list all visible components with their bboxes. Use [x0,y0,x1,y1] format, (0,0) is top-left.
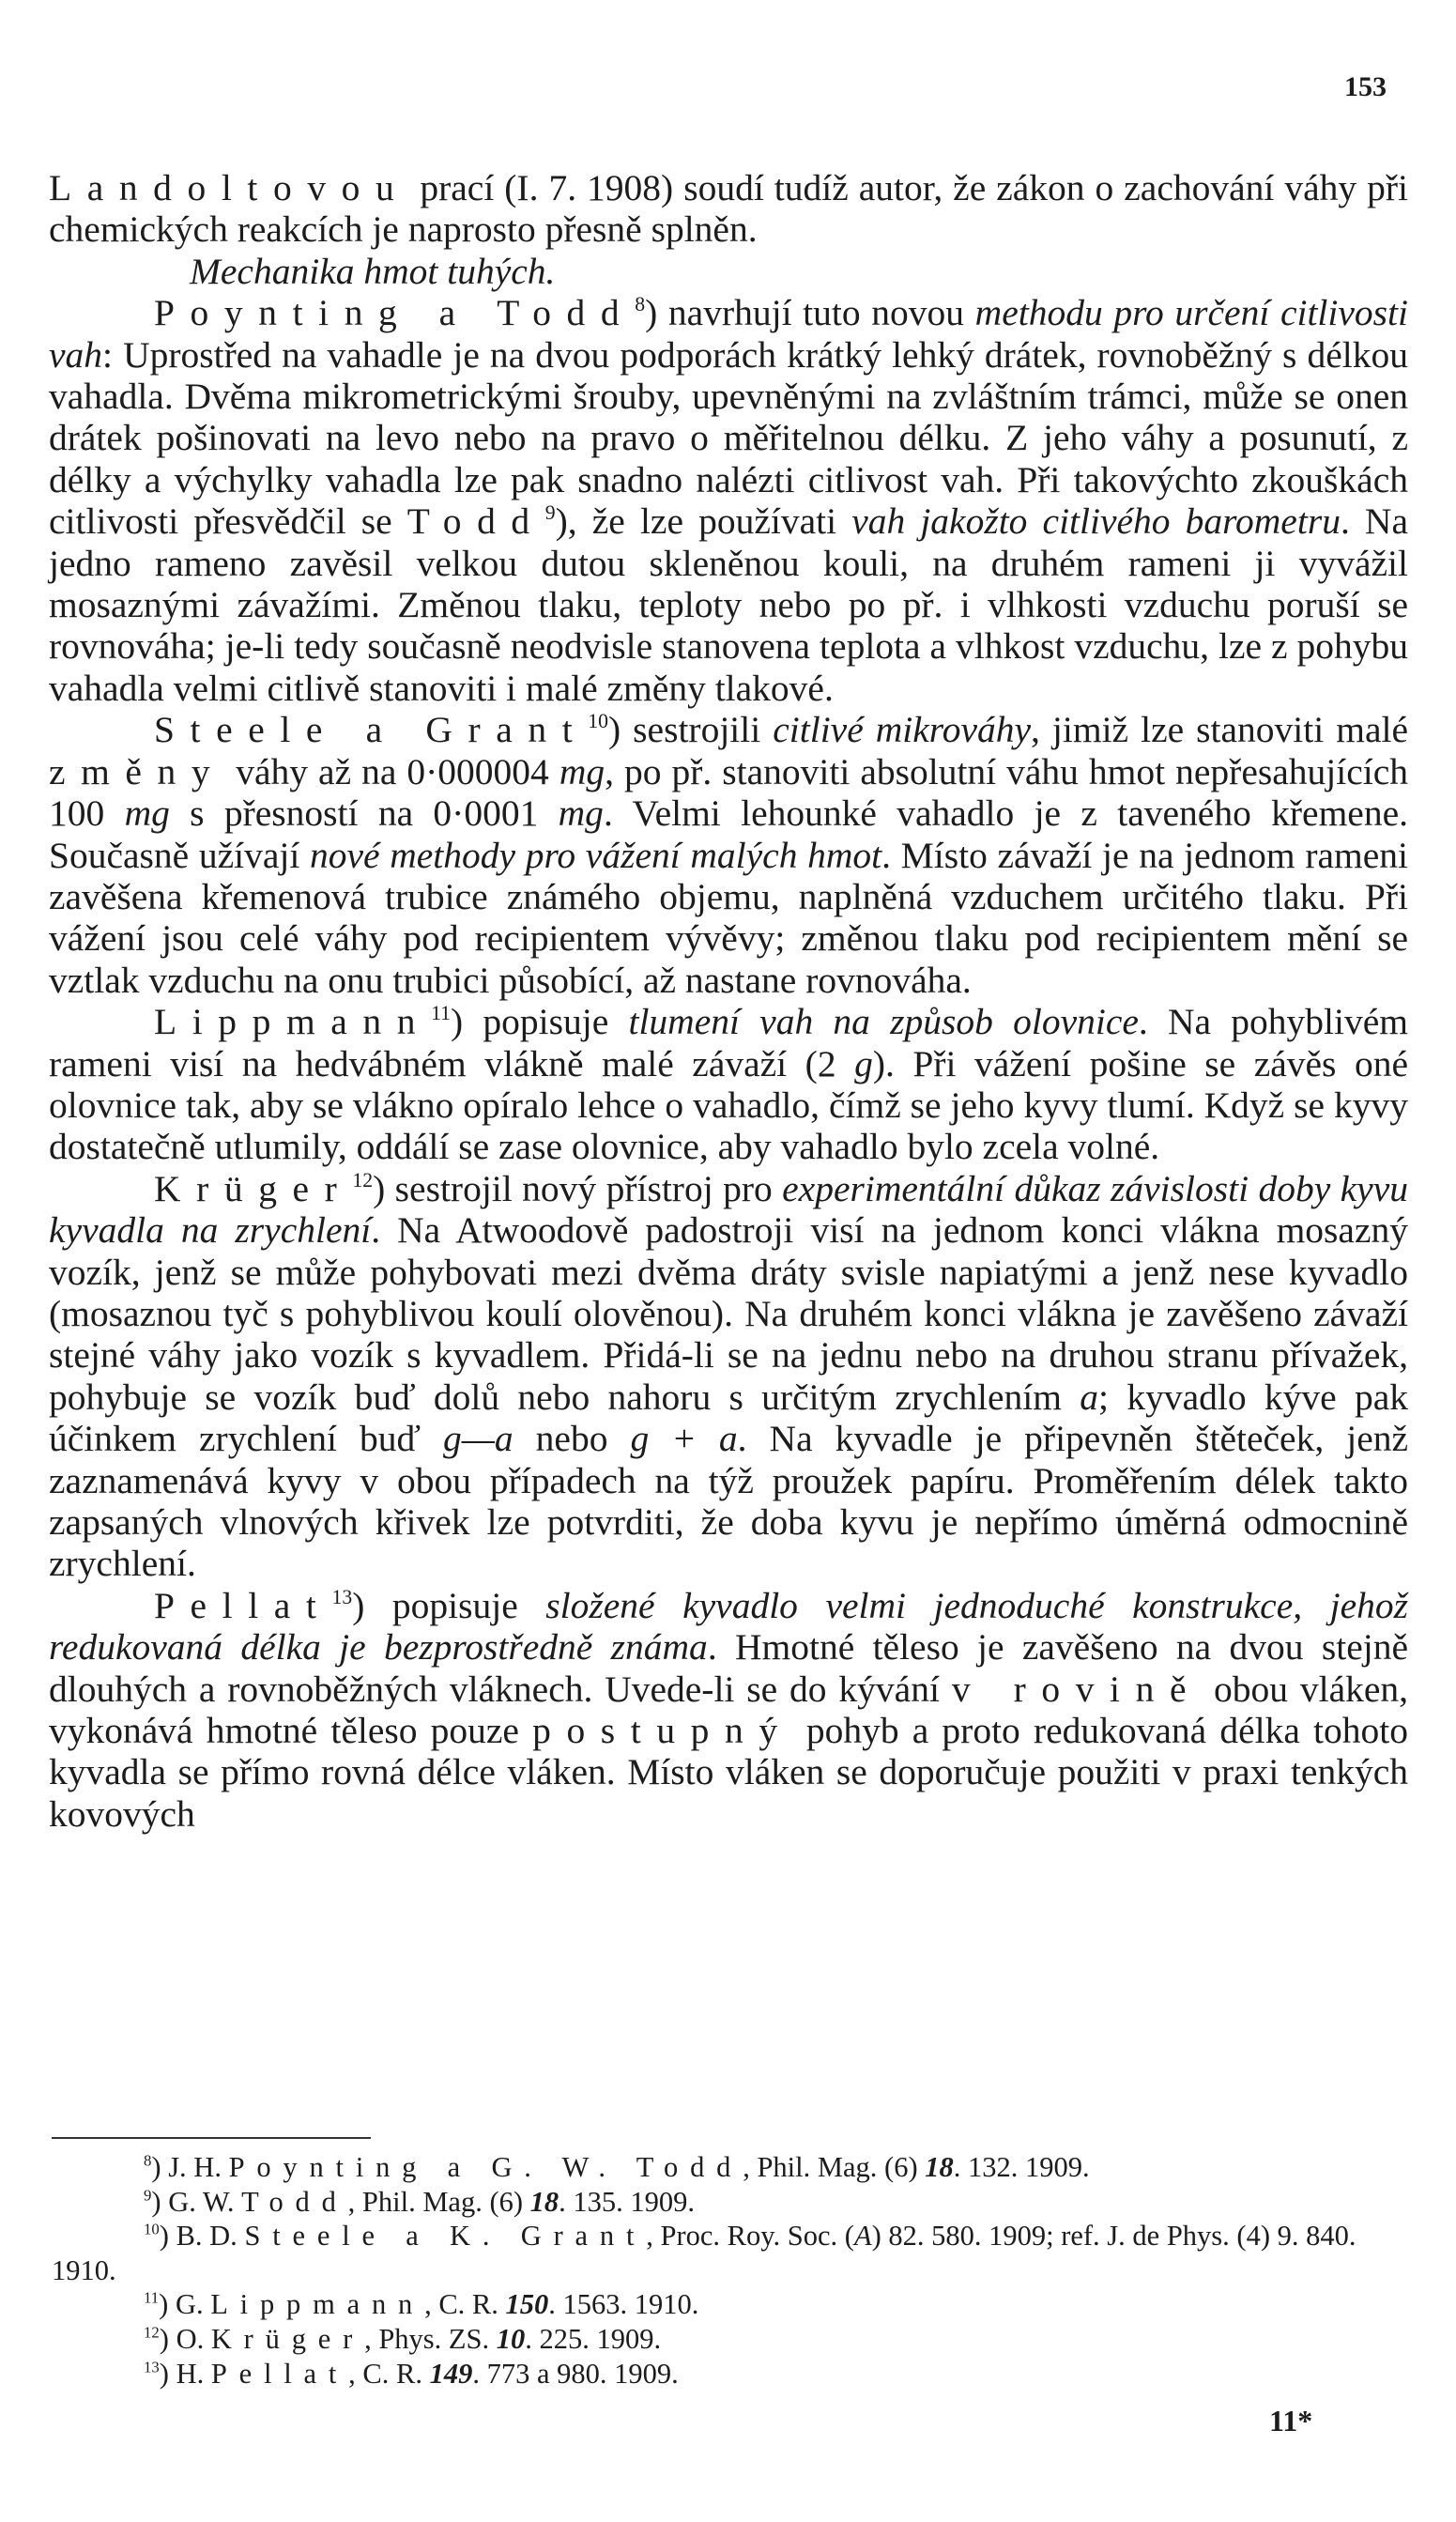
emphasis: citlivé mikrováhy [773,709,1032,751]
footnote-ref: 10 [588,710,608,733]
footnote-ref: 13 [331,1585,353,1608]
author-name: Krüger [154,1167,353,1209]
paragraph-poynting: Poynting a Todd$^8$) navrhují tuto novou methodu pro určení citlivosti vah: Uprostřed na vahadle je na dvou podporách krátký lehký drátek, rovnoběžný s délkou vahadla. Dvěma mikrometrickými šrouby, upevněnými na zvláštním trámci, může se onen drátek pošinovati na levo nebo na pravo o měřitelnou délku. Z jeho váhy a posunutí, z délky a výchylky vahadla lze pak snadno nalézti citlivost vah. Při takovýchto zkouškách citlivosti přesvědčil se Todd$^9$), že lze používati vah jakožto citlivého barometru. Na jedno rameno zavěsil velkou dutou skleněnou kouli, na druhém rameni ji vyvážil mosaznými závažími. Změnou tlaku, teploty nebo po př. i vlhkosti vzduchu poruší se rovnováha; je-li tedy současně neodvisle stanovena teplota a vlhkost vzduchu, lze z pohybu vahadla velmi citlivě stanoviti i malé změny tlakové. [49,292,1408,709]
emphasis: vah jakožto citlivého barometru [851,500,1341,543]
footnote: $^{12}$) O. Krüger, Phys. ZS. 10. 225. 1909. [144,2322,662,2355]
unit: mg [124,792,170,835]
spaced-word: postupný [532,1710,793,1752]
paragraph-kruger: Krüger$^{12}$) sestrojil nový přístroj pro experimentální důkaz závislosti doby kyvu kyvadla na zrychlení. Na Atwoodově padostroji visí na jednom konci vlákna mosazný vozík, jenž se může pohybovati mezi dvěma dráty svisle napiatými a jenž nese kyvadlo (mosaznou tyč s pohyblivou koulí olověnou). Na druhém konci vlákna je zavěšeno závaží stejné váhy jako vozík s kyvadlem. Přidá-li se na jednu nebo na druhou stranu přívažek, pohybuje se vozík buď dolů nebo nahoru s určitým zrychlením a; kyvadlo kýve pak účinkem zrychlení buď g—a nebo g + a. Na kyvadle je připevněn štěteček, jenž zaznamenává kyvy v obou případech na týž proužek papíru. Proměřením délek takto zapsaných vlnových křivek lze potvrditi, že doba kyvu je nepřímo úměrná odmocnině zrychlení. [49,1167,1409,1585]
unit: g [854,1042,873,1084]
intro-paragraph: Landoltovou prací (I. 7. 1908) soudí tudíž autor, že zákon o zachování váhy při chemických reakcích je naprosto přesně splněn. [49,167,1408,251]
emphasis: nové methody pro vážení malých hmot [310,834,882,876]
unit: mg [558,792,604,835]
footnote: $^8$) J. H. Poynting a G. W. Todd, Phil. Mag. (6) 18. 132. 1909. [144,2151,1090,2183]
math-expression: g—a [443,1418,513,1460]
spaced-word: v rovině [951,1668,1203,1710]
author-name: Steele a Grant [154,709,589,751]
emphasis: experimentální důkaz závislosti doby kyvu kyvadla na zrychlení [49,1167,1409,1252]
paragraph-steele-grant: Steele a Grant$^{10}$) sestrojili citlivé mikrováhy, jimiž lze stanoviti malé změny váhy až na 0·000004 mg, po př. stanoviti absolutní váhu hmot nepřesahujících 100 mg s přesností na 0·0001 mg. Velmi lehounké vahadlo je z taveného křemene. Současně užívají nové methody pro vážení malých hmot. Místo závaží je na jednom rameni zavěšena křemenová trubice známého objemu, naplněná vzduchem určitého tlaku. Při vážení jsou celé váhy pod recipientem vývěvy; změnou tlaku pod recipientem mění se vztlak vzduchu na onu trubici působící, až nastane rovnováha. [49,709,1408,1001]
footnotes [52,2150,1411,2391]
footnote-divider [52,2137,371,2139]
author-name: Landoltovou [49,167,410,208]
author-name: Poynting a Todd [154,292,636,334]
footnote: $^{10}$) B. D. Steele a K. Grant, Proc. Roy. Soc. (A) 82. 580. 1909; ref. J. de Phys. (4) 9. 840. 1910. [52,2220,1356,2286]
author-name: Pellat [154,1584,332,1626]
unit: mg [559,750,605,792]
author-name: Todd [406,500,545,543]
footnote: $^{11}$) G. Lippmann, C. R. 150. 1563. 1910. [144,2288,699,2321]
footnote-ref: 12 [352,1168,374,1192]
footnote: $^{13}$) H. Pellat, C. R. 149. 773 a 980. 1909. [144,2357,679,2390]
page-number: 153 [1344,71,1387,102]
math-expression: g + a [630,1418,738,1460]
spaced-word: změny [49,750,226,792]
emphasis: složené kyvadlo velmi jednoduché konstrukce, jehož redukovaná délka je bezprostředně známa [49,1584,1409,1669]
paragraph-pellat: Pellat$^{13}$) popisuje složené kyvadlo velmi jednoduché konstrukce, jehož redukovaná délka je bezprostředně známa. Hmotné těleso je zavěšeno na dvou stejně dlouhých a rovnoběžných vláknech. Uvede-li se do kývání v rovině obou vláken, vykonává hmotné těleso pouze postupný pohyb a proto redukovaná délka tohoto kyvadla se přímo rovná délce vláken. Místo vláken se doporučuje použiti v praxi tenkých kovových [49,1584,1409,1835]
section-heading: Mechanika hmot tuhých. [190,250,556,292]
footnote-ref: 11 [431,1001,452,1024]
emphasis: tlumení vah na způsob olovnice [628,1001,1139,1043]
body-text [49,167,1408,1835]
footnote: $^9$) G. W. Todd, Phil. Mag. (6) 18. 135. 1909. [144,2185,696,2218]
paragraph-lippmann: Lippmann$^{11}$) popisuje tlumení vah na způsob olovnice. Na pohyblivém rameni visí na hedvábném vlákně malé závaží (2 g). Při vážení pošine se závěs oné olovnice tak, aby se vlákno opíralo lehce o vahadlo, čímž se jeho kyvy tlumí. Když se kyvy dostatečně utlumily, oddálí se zase olovnice, aby vahadlo bylo zcela volné. [49,1001,1408,1168]
signature-mark: 11* [1269,2404,1313,2437]
footnote-ref: 8 [635,293,646,316]
math-symbol: a [1080,1376,1099,1418]
footnote-ref: 9 [544,501,556,525]
emphasis: methodu pro určení citlivosti vah [49,292,1408,376]
author-name: Lippmann [154,1001,432,1043]
